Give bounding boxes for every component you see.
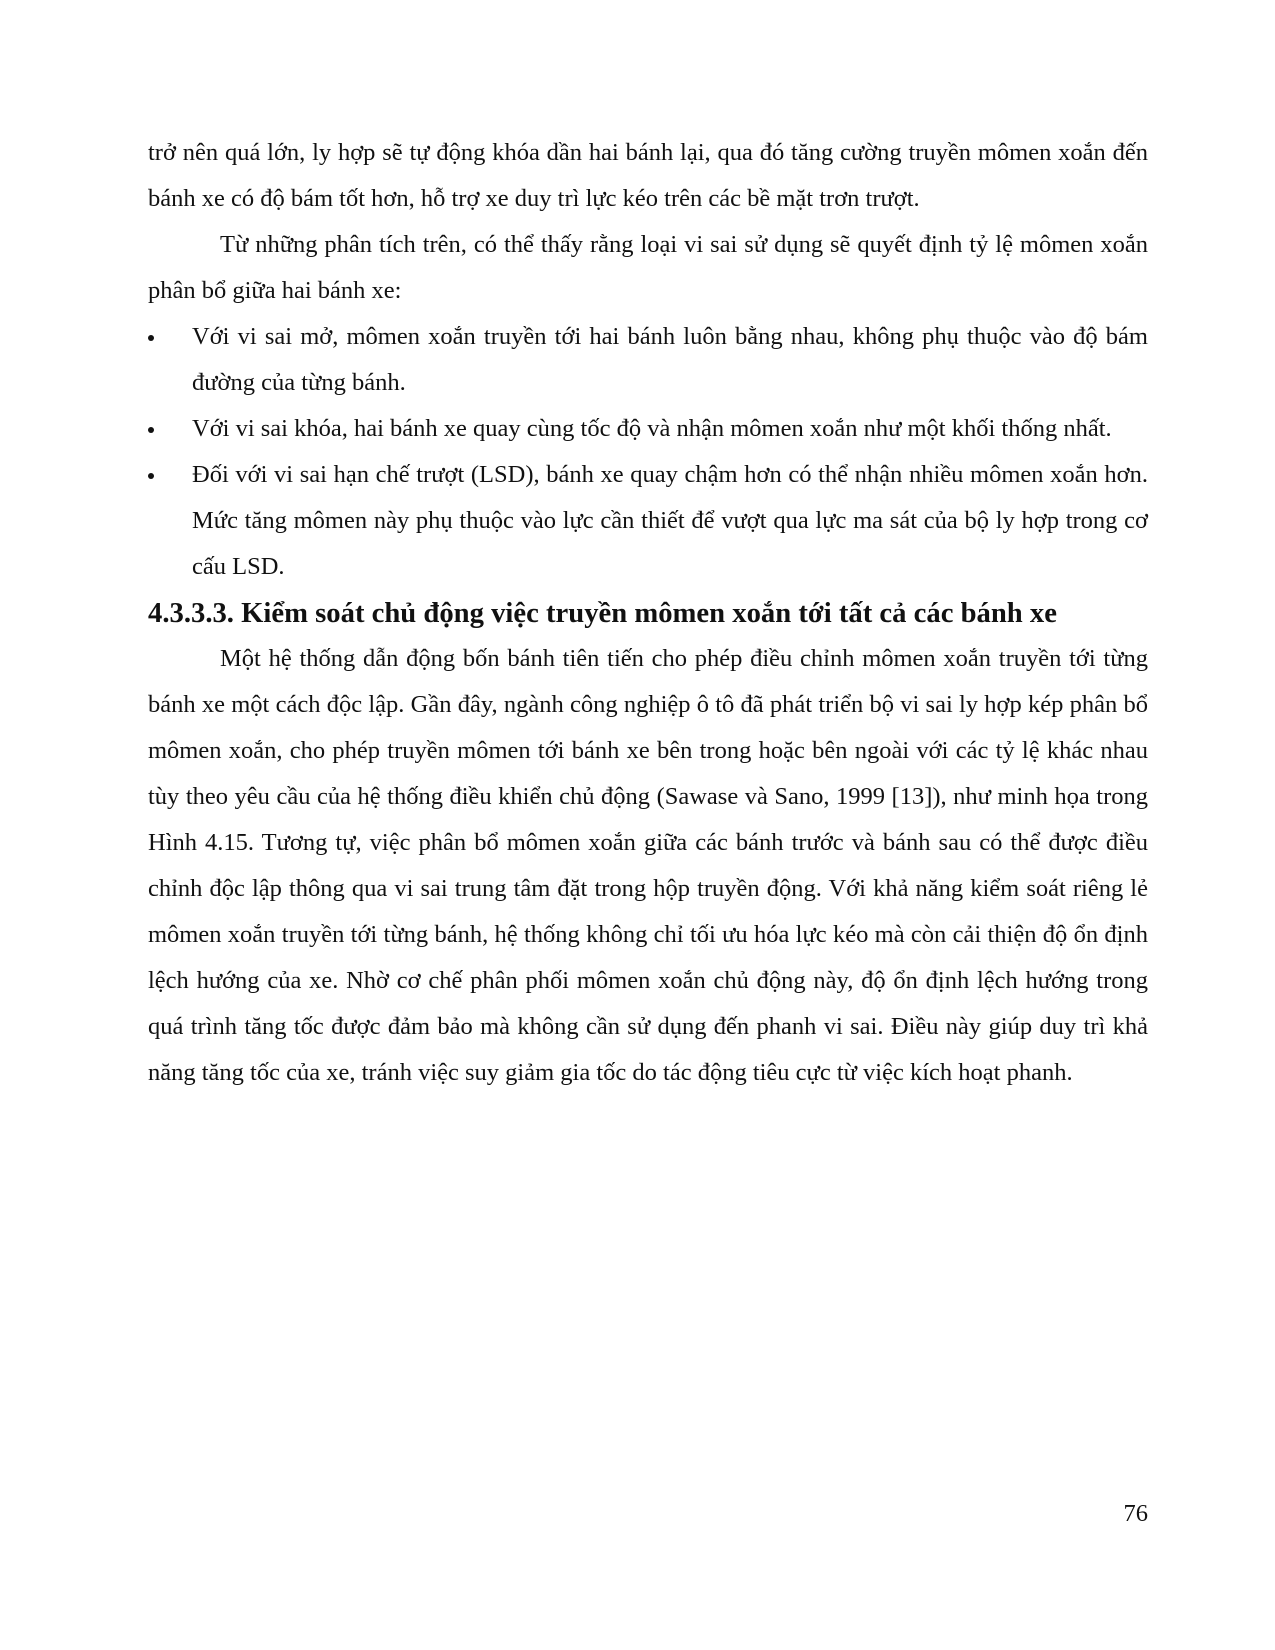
list-item [148,314,1148,406]
paragraph-continuation: trở nên quá lớn, ly hợp sẽ tự động khóa dần hai bánh lại, qua đó tăng cường truyền mômen xoắn đến bánh xe có độ bám tốt hơn, hỗ trợ xe duy trì lực kéo trên các bề mặt trơn trượt. [148,139,1148,212]
page-number: 76 [1123,1500,1148,1527]
bullet-dot-icon [148,473,154,479]
list-item-text: Đối với vi sai hạn chế trượt (LSD), bánh xe quay chậm hơn có thể nhận nhiều mômen xoắn hơn. Mức tăng mômen này phụ thuộc vào lực cần thiết để vượt qua lực ma sát của bộ ly hợp trong cơ cấu LSD. [192,461,1148,580]
list-item-text: Với vi sai mở, mômen xoắn truyền tới hai bánh luôn bằng nhau, không phụ thuộc vào độ bám đường của từng bánh. [192,323,1148,396]
list-item-text: Với vi sai khóa, hai bánh xe quay cùng tốc độ và nhận mômen xoắn như một khối thống nhất. [192,415,1112,442]
differential-bullet-list [148,314,1148,590]
bullet-dot-icon [148,335,154,341]
page-content [148,130,1148,1096]
section-heading: 4.3.3.3. Kiểm soát chủ động việc truyền mômen xoắn tới tất cả các bánh xe [148,597,1057,629]
section-body-paragraph: Một hệ thống dẫn động bốn bánh tiên tiến cho phép điều chỉnh mômen xoắn truyền tới từng bánh xe một cách độc lập. Gần đây, ngành công nghiệp ô tô đã phát triển bộ vi sai ly hợp kép phân bổ mômen xoắn, cho phép truyền mômen tới bánh xe bên trong hoặc bên ngoài với các tỷ lệ khác nhau tùy theo yêu cầu của hệ thống điều khiển chủ động (Sawase và Sano, 1999 [13]), như minh họa trong Hình 4.15. Tương tự, việc phân bổ mômen xoắn giữa các bánh trước và bánh sau có thể được điều chỉnh độc lập thông qua vi sai trung tâm đặt trong hộp truyền động. Với khả năng kiểm soát riêng lẻ mômen xoắn truyền tới từng bánh, hệ thống không chỉ tối ưu hóa lực kéo mà còn cải thiện độ ổn định lệch hướng của xe. Nhờ cơ chế phân phối mômen xoắn chủ động này, độ ổn định lệch hướng trong quá trình tăng tốc được đảm bảo mà không cần sử dụng đến phanh vi sai. Điều này giúp duy trì khả năng tăng tốc của xe, tránh việc suy giảm gia tốc do tác động tiêu cực từ việc kích hoạt phanh. [148,645,1148,1086]
list-item [148,406,1148,452]
paragraph-summary: Từ những phân tích trên, có thể thấy rằng loại vi sai sử dụng sẽ quyết định tỷ lệ mômen xoắn phân bổ giữa hai bánh xe: [148,231,1148,304]
bullet-dot-icon [148,427,154,433]
list-item [148,452,1148,590]
